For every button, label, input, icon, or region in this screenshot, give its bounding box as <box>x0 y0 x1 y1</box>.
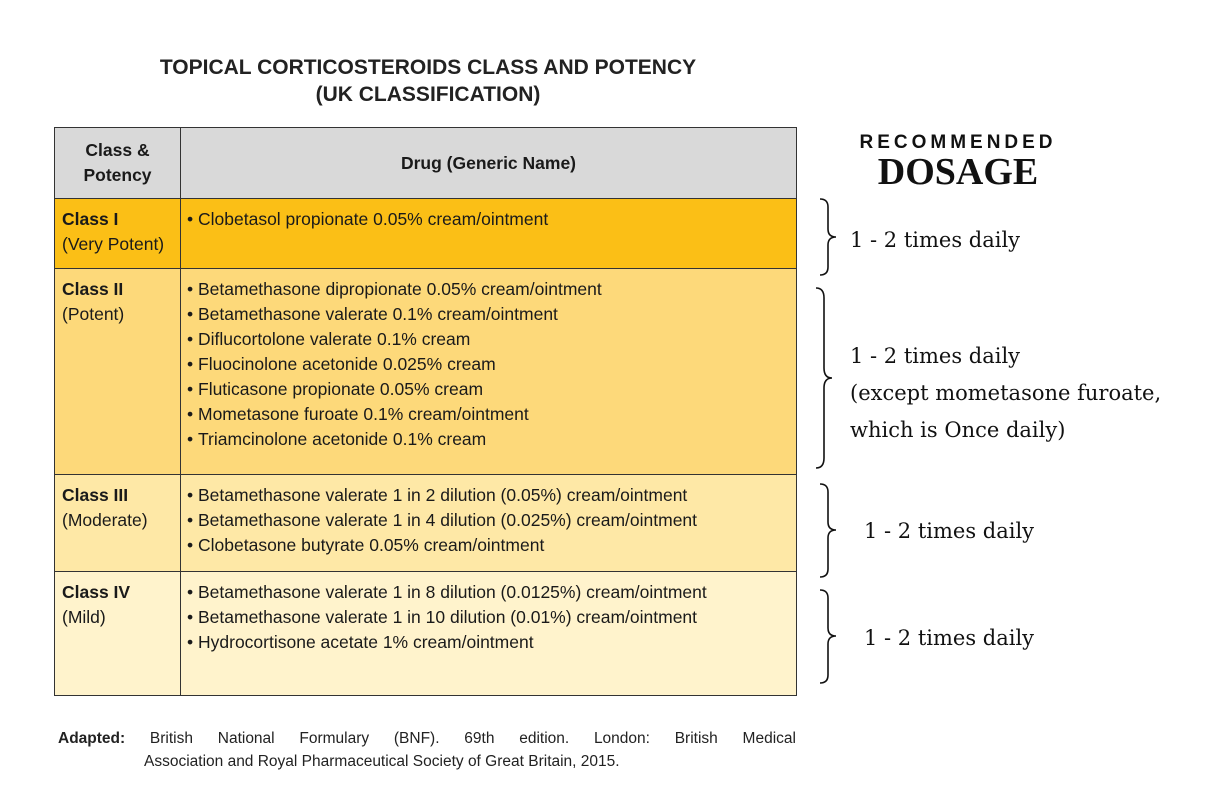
page-title <box>50 54 806 108</box>
drug-cell <box>181 572 797 696</box>
dosage-class-2 <box>850 338 1161 449</box>
drug-item: • Betamethasone valerate 1 in 2 dilution (0.05%) cream/ointment <box>187 483 792 508</box>
dosage-class-2-line-1: 1 - 2 times daily <box>850 344 1021 368</box>
brace-class-4 <box>810 588 840 685</box>
drug-cell <box>181 199 797 269</box>
class-cell <box>55 475 181 572</box>
class-potency: (Very Potent) <box>62 234 165 254</box>
source-citation <box>58 727 796 773</box>
source-word: London: <box>593 730 650 747</box>
dosage-class-2-line-3: which is Once daily) <box>850 418 1066 442</box>
source-word: Formulary <box>299 730 370 747</box>
drug-list <box>187 207 792 232</box>
class-cell <box>55 199 181 269</box>
class-name: Class IV <box>62 582 131 602</box>
drug-item: • Betamethasone dipropionate 0.05% cream/ointment <box>187 277 792 302</box>
table-row <box>55 572 797 696</box>
title-line-1: TOPICAL CORTICOSTEROIDS CLASS AND POTENCY <box>159 56 697 79</box>
class-cell <box>55 269 181 475</box>
dosage-heading-small: RECOMMENDED <box>859 132 1057 153</box>
class-name: Class III <box>62 485 129 505</box>
dosage-class-3: 1 - 2 times daily <box>864 519 1035 543</box>
potency-table <box>54 127 797 696</box>
source-word: 69th <box>464 730 495 747</box>
drug-cell <box>181 269 797 475</box>
table-row <box>55 199 797 269</box>
title-line-2: (UK CLASSIFICATION) <box>315 83 541 106</box>
table-body <box>55 199 797 696</box>
dosage-class-1: 1 - 2 times daily <box>850 228 1021 252</box>
class-potency: (Mild) <box>62 607 106 627</box>
source-word: British <box>149 730 193 747</box>
class-name: Class II <box>62 279 124 299</box>
drug-list <box>187 580 792 655</box>
drug-item: • Betamethasone valerate 1 in 4 dilution (0.025%) cream/ointment <box>187 508 792 533</box>
table-header-row <box>55 128 797 199</box>
drug-item: • Fluocinolone acetonide 0.025% cream <box>187 352 792 377</box>
source-line-2: Association and Royal Pharmaceutical Society of Great Britain, 2015. <box>144 753 620 770</box>
drug-item: • Clobetasone butyrate 0.05% cream/ointment <box>187 533 792 558</box>
drug-item: • Clobetasol propionate 0.05% cream/ointment <box>187 207 792 232</box>
drug-item: • Diflucortolone valerate 0.1% cream <box>187 327 792 352</box>
header-class-line-1: Class & <box>85 140 150 160</box>
source-word: British <box>674 730 718 747</box>
dosage-heading <box>836 132 1080 193</box>
drug-item: • Betamethasone valerate 1 in 8 dilution (0.0125%) cream/ointment <box>187 580 792 605</box>
source-word: Medical <box>742 730 796 747</box>
drug-list <box>187 483 792 558</box>
source-word: National <box>217 730 275 747</box>
table-row <box>55 475 797 572</box>
class-potency: (Potent) <box>62 304 125 324</box>
header-class-potency <box>55 128 181 199</box>
drug-item: • Betamethasone valerate 0.1% cream/ointment <box>187 302 792 327</box>
drug-item: • Hydrocortisone acetate 1% cream/ointment <box>187 630 792 655</box>
header-drug: Drug (Generic Name) <box>181 128 797 199</box>
source-line-1 <box>58 727 796 750</box>
dosage-heading-big: DOSAGE <box>877 151 1039 193</box>
table-row <box>55 269 797 475</box>
drug-item: • Betamethasone valerate 1 in 10 dilution (0.01%) cream/ointment <box>187 605 792 630</box>
source-word: (BNF). <box>393 730 440 747</box>
brace-class-3 <box>810 482 840 579</box>
class-potency: (Moderate) <box>62 510 148 530</box>
brace-class-2 <box>806 286 836 470</box>
dosage-class-2-line-2: (except mometasone furoate, <box>850 381 1162 405</box>
source-label: Adapted: <box>58 730 126 747</box>
drug-cell <box>181 475 797 572</box>
drug-item: • Fluticasone propionate 0.05% cream <box>187 377 792 402</box>
brace-class-1 <box>810 197 840 277</box>
dosage-class-4: 1 - 2 times daily <box>864 626 1035 650</box>
drug-item: • Triamcinolone acetonide 0.1% cream <box>187 427 792 452</box>
drug-item: • Mometasone furoate 0.1% cream/ointment <box>187 402 792 427</box>
drug-list <box>187 277 792 452</box>
class-name: Class I <box>62 209 119 229</box>
source-word: edition. <box>519 730 570 747</box>
class-cell <box>55 572 181 696</box>
header-class-line-2: Potency <box>83 165 152 185</box>
